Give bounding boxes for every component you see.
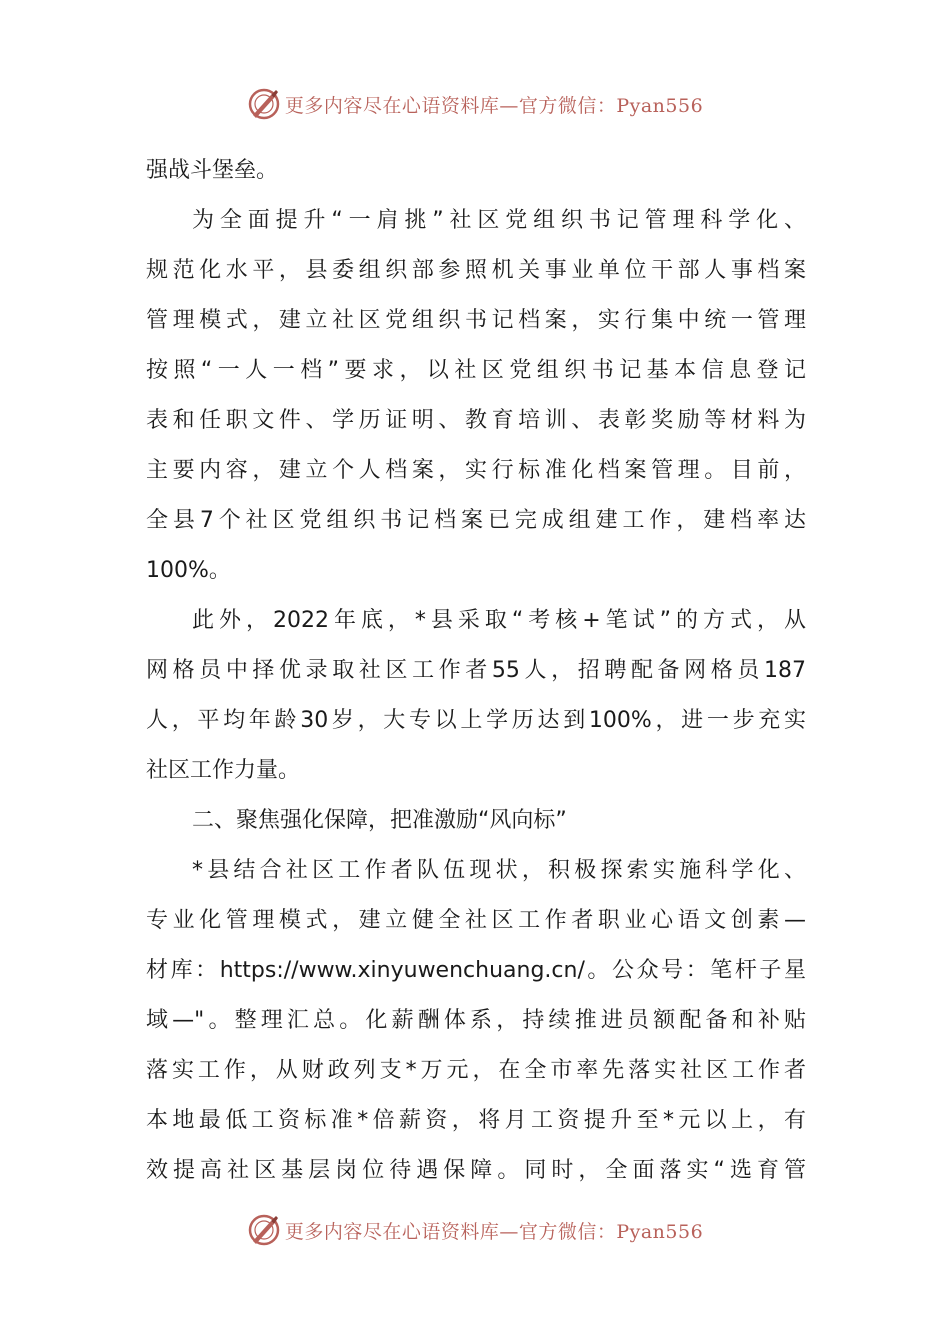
text-line: 社区工作力量。 [146, 758, 301, 783]
text-line: 域—"。整理汇总。化薪酬体系，持续推进员额配备和补贴 [146, 1008, 806, 1033]
text-line: 100%。 [146, 558, 231, 583]
text-line: 按照“一人一档”要求，以社区党组织书记基本信息登记 [146, 358, 806, 383]
text-line: 表和任职文件、学历证明、教育培训、表彰奖励等材料为 [146, 408, 806, 433]
text-line: 此外，2022年底，*县采取“考核+笔试”的方式，从 [192, 608, 806, 633]
text-line: 主要内容，建立个人档案，实行标准化档案管理。目前， [146, 458, 806, 483]
text-line: *县结合社区工作者队伍现状，积极探索实施科学化、 [192, 858, 806, 883]
pen-seal-icon [247, 1213, 281, 1247]
text-line: 人，平均年龄30岁，大专以上学历达到100%，进一步充实 [146, 708, 806, 733]
header-watermark-banner [0, 84, 950, 124]
pen-seal-icon [247, 87, 281, 121]
text-line: 全县7个社区党组织书记档案已完成组建工作，建档率达 [146, 508, 806, 533]
text-line: 本地最低工资标准*倍薪资，将月工资提升至*元以上，有 [146, 1108, 806, 1133]
text-line: 落实工作，从财政列支*万元，在全市率先落实社区工作者 [146, 1058, 806, 1083]
text-line: 强战斗堡垒。 [146, 158, 279, 183]
footer-watermark-text: 更多内容尽在心语资料库—官方微信：Pyan556 [284, 1220, 704, 1243]
footer-watermark-banner [0, 1210, 950, 1250]
document-body [146, 146, 806, 1196]
text-line: 管理模式，建立社区党组织书记档案，实行集中统一管理 [146, 308, 806, 333]
text-line: 材库：https://www.xinyuwenchuang.cn/。公众号：笔杆子星 [146, 958, 806, 983]
text-line: 网格员中择优录取社区工作者55人，招聘配备网格员187 [146, 658, 806, 683]
header-watermark-text: 更多内容尽在心语资料库—官方微信：Pyan556 [284, 94, 704, 117]
text-line: 规范化水平，县委组织部参照机关事业单位干部人事档案 [146, 258, 806, 283]
text-line: 效提高社区基层岗位待遇保障。同时，全面落实“选育管 [146, 1158, 806, 1183]
text-line: 专业化管理模式，建立健全社区工作者职业心语文创素— [146, 908, 806, 933]
text-line: 二、聚焦强化保障，把准激励“风向标” [192, 808, 567, 833]
text-line: 为全面提升“一肩挑”社区党组织书记管理科学化、 [192, 208, 806, 233]
